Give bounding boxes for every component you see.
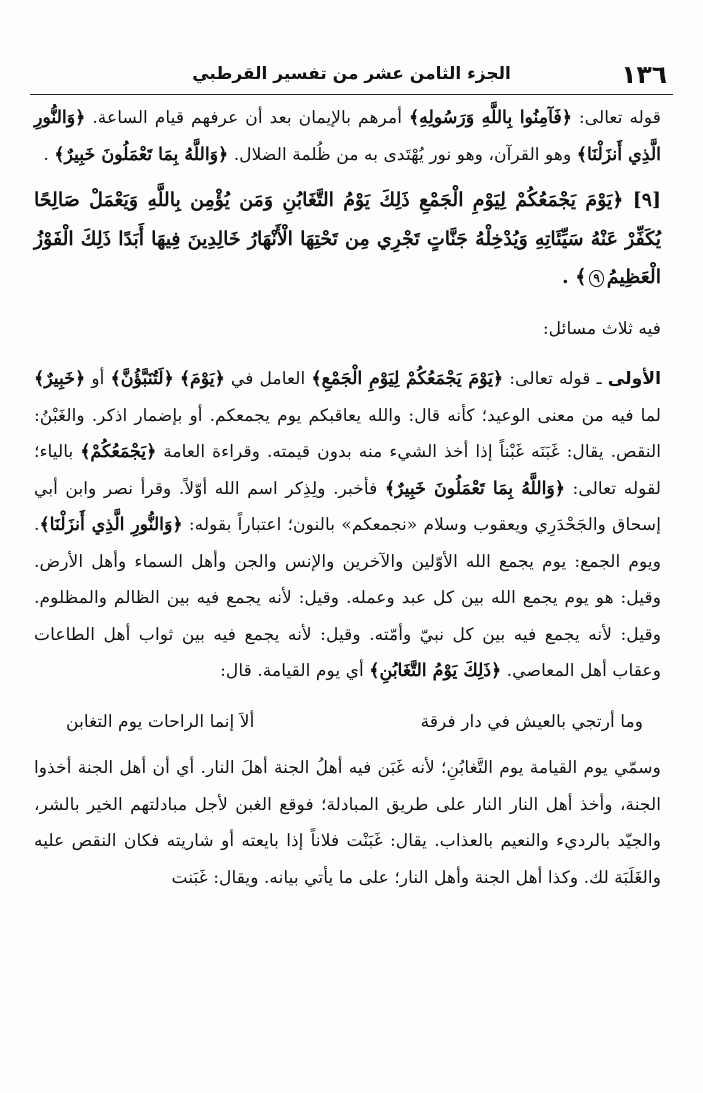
quran-quote: ﴿وَاللَّهُ بِمَا تَعْمَلُونَ خَبِيرٌ﴾ xyxy=(54,144,229,165)
page-body xyxy=(34,100,661,896)
running-title: الجزء الثامن عشر من تفسير القرطبي xyxy=(192,64,511,84)
text-run: أي يوم القيامة. قال: xyxy=(220,661,370,681)
issue-lead: الأولى xyxy=(607,369,661,389)
poem-hemistich-1: وما أرتجي بالعيش في دار فرقة xyxy=(420,711,643,732)
quran-quote: ﴿يَجْمَعُكُمْ﴾ xyxy=(80,442,157,462)
text-run: أو xyxy=(85,369,111,389)
text-run: . ويوم الجمع: يوم يجمع الله الأوّلين والآخرين والإنس والجن وأهل السماء وأهل الأرض. وقيل: هو يوم يجمع الله بين كل عبد وعمله. وقيل: لأنه يجمع فيه بين الظالم والمظلوم. وقيل: لأنه يجمع فيه بين كل نبيّ وأمّته. وقيل: لأنه يجمع فيه بين ثواب أهل الطاعات وعقاب أهل المعاصي. xyxy=(34,515,661,681)
quran-quote: ﴿وَالنُّورِ الَّذِي أَنزَلْنَا﴾ xyxy=(34,108,661,165)
poem-verse xyxy=(66,704,643,741)
quran-quote: ﴿ذَلِكَ يَوْمُ التَّغَابُنِ﴾ xyxy=(369,661,502,681)
text-run: . xyxy=(43,144,55,165)
text-run: قوله تعالى: xyxy=(571,108,661,128)
text-run: بالياء؛ لقوله تعالى: xyxy=(34,442,661,499)
paragraph-commentary-2: وسمّي يوم القيامة يوم التَّغابُنِ؛ لأنه غَبَن فيه أهلُ الجنة أهلَ النار. أي أن أهل الجنة أخذوا الجنة، وأخذ أهل النار النار على طريق المبادلة؛ فوقع الغبن لأجل مبادلتهم الخير بالشر، والجيّد بالرديء والنعيم بالعذاب. يقال: غَبَنْت فلاناً إذا بايعته أو شاريته فكان النقص عليه والغَلَبَة لك. وكذا أهل الجنة وأهل النار؛ على ما يأتي بيانه. ويقال: غَبَنت xyxy=(34,758,661,888)
ayah-end-marker: ٩ xyxy=(589,270,603,287)
verse-end: ﴾ . xyxy=(561,266,587,288)
verse-block xyxy=(34,181,661,297)
text-run: وهو القرآن، وهو نور يُهْتَدى به من ظُلمة الضلال. xyxy=(228,144,577,165)
quran-quote: ﴿يَوْمَ﴾ xyxy=(179,369,225,389)
quran-quote: ﴿فَآمِنُوا بِاللَّهِ وَرَسُولِهِ﴾ xyxy=(408,108,572,128)
quran-quote: ﴿يَوْمَ يَجْمَعُكُمْ لِيَوْمِ الْجَمْعِ﴾ xyxy=(311,369,504,389)
quran-quote: ﴿لَتُنَبَّؤُنَّ﴾ xyxy=(110,369,174,389)
page-header xyxy=(30,58,673,95)
poem-hemistich-2: ألاَ إنما الراحات يوم التغابن xyxy=(66,711,255,732)
verse-text: ﴿يَوْمَ يَجْمَعُكُمْ لِيَوْمِ الْجَمْعِ ذَلِكَ يَوْمُ التَّغَابُنِ وَمَن يُؤْمِن بِاللَّهِ وَيَعْمَلْ صَالِحًا يُكَفِّرْ عَنْهُ سَيِّئَاتِهِ وَيُدْخِلْهُ جَنَّاتٍ تَجْرِي مِن تَحْتِهَا الْأَنْهَارُ خَالِدِينَ فِيهَا أَبَدًا ذَلِكَ الْفَوْزُ الْعَظِيمُ xyxy=(34,189,661,288)
text-run: فأخبر. ولِذِكر اسم الله أوّلاً. وقرأ نصر وابن أبي إسحاق والجَحْدَرِي ويعقوب وسلام «نجمعكم» بالنون؛ اعتباراً بقوله: xyxy=(34,478,661,535)
quran-quote: ﴿وَاللَّهُ بِمَا تَعْمَلُونَ خَبِيرٌ﴾ xyxy=(384,478,566,499)
quran-quote: ﴿وَالنُّورِ الَّذِي أَنزَلْنَا﴾ xyxy=(39,515,183,535)
verse-number: [٩] xyxy=(632,189,661,211)
text-run: العامل في xyxy=(224,369,312,389)
paragraph-commentary-1 xyxy=(34,100,661,173)
text-run: ـ قوله تعالى: xyxy=(503,369,608,389)
page-number: ١٣٦ xyxy=(621,60,667,89)
paragraph-issue-1 xyxy=(34,361,661,690)
text-run: أمرهم بالإيمان بعد أن عرفهم قيام الساعة. xyxy=(92,108,409,128)
issues-intro: فيه ثلاث مسائل: xyxy=(542,318,661,339)
text-run: لما فيه من معنى الوعيد؛ كأنه قال: والله يعاقبكم يوم يجمعكم. أو بإضمار اذكر. والغَبْنُ: النقص. يقال: غَبَنَه غَبْناً إذا أخذ الشيء منه بدون قيمته. وقراءة العامة xyxy=(34,405,661,462)
quran-quote: ﴿خَبِيرٌ﴾ xyxy=(34,369,86,389)
